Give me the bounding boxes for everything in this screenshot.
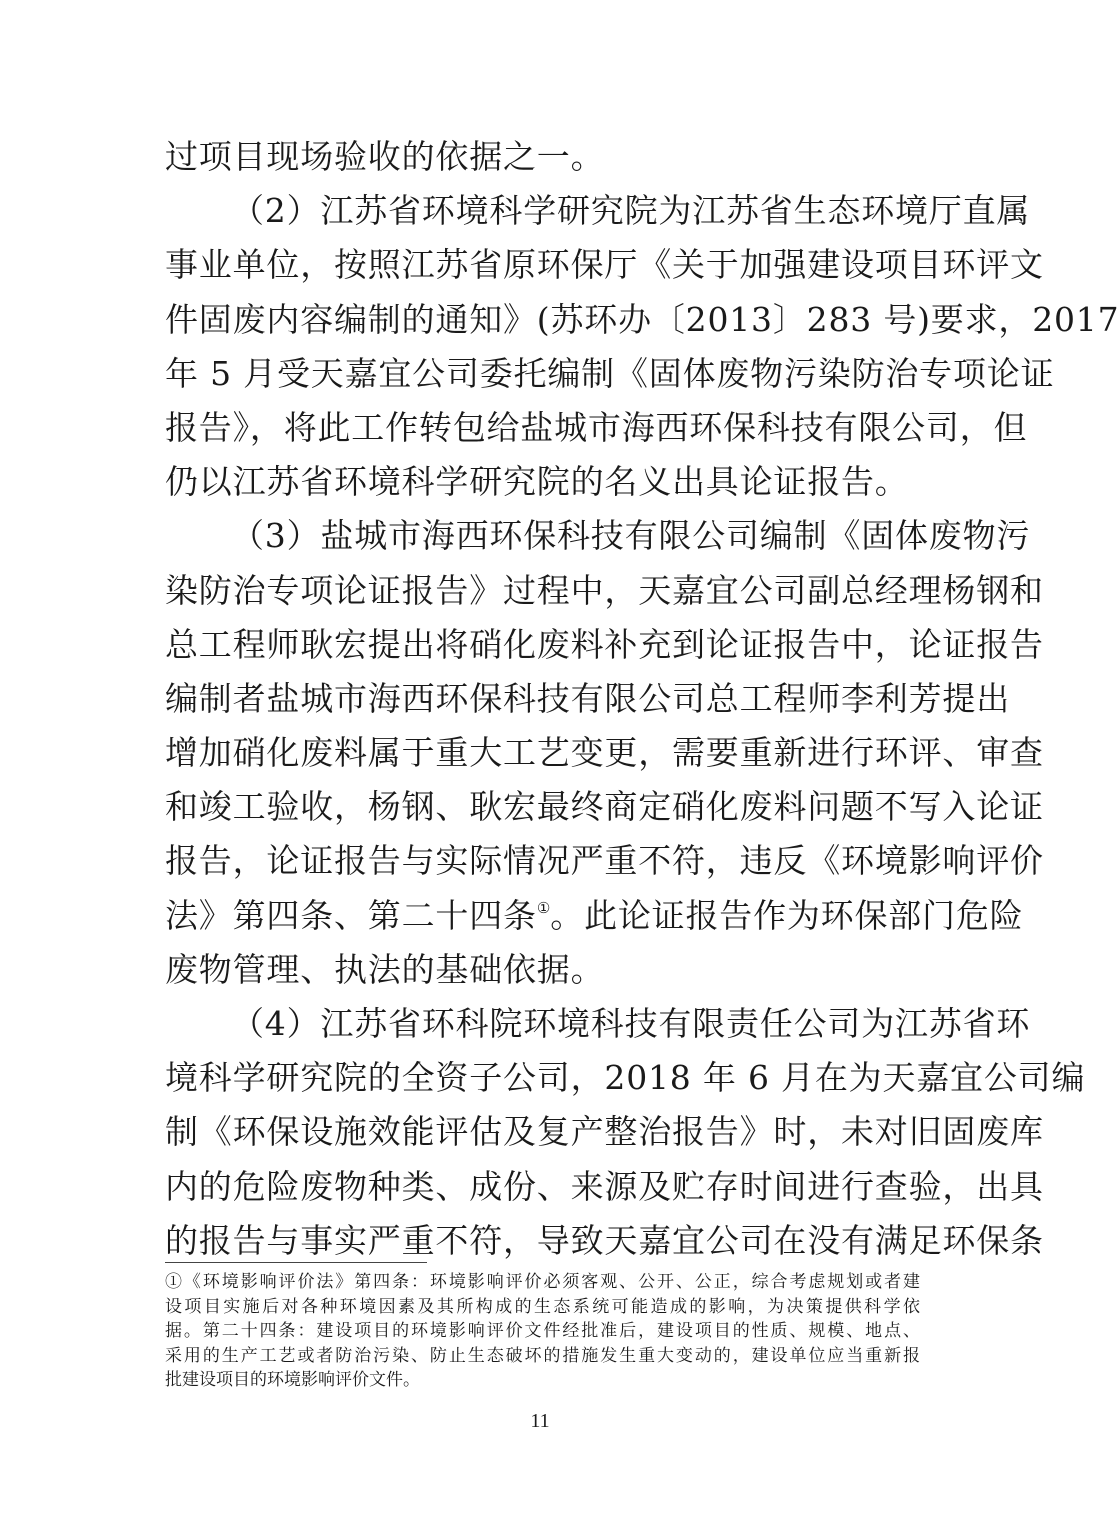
body-line: 总工程师耿宏提出将硝化废料补充到论证报告中，论证报告 [165,624,1044,664]
footnote-line: 据。第二十四条：建设项目的环境影响评价文件经批准后，建设项目的性质、规模、地点、 [165,1321,920,1341]
footnote-line: 批建设项目的环境影响评价文件。 [165,1370,420,1390]
footnote-line: 设项目实施后对各种环境因素及其所构成的生态系统可能造成的影响，为决策提供科学依 [165,1296,920,1317]
footnote-line: 采用的生产工艺或者防治污染、防止生态破坏的措施发生重大变动的，建设单位应当重新报 [165,1345,920,1366]
paragraph-3-start: （3）盐城市海西环保科技有限公司编制《固体废物污 [231,516,1031,556]
footnote-divider [165,1262,427,1263]
body-text-segment: 。此论证报告作为环保部门危险 [550,895,1024,935]
footnote-line: ①《环境影响评价法》第四条：环境影响评价必须客观、公开、公正，综合考虑规划或者建 [165,1272,920,1292]
body-line: 报告》，将此工作转包给盐城市海西环保科技有限公司，但 [165,407,1028,447]
body-line: 内的危险废物种类、成份、来源及贮存时间进行查验，出具 [165,1166,1044,1206]
footnote-reference[interactable]: ① [536,898,551,917]
body-line: 染防治专项论证报告》过程中，天嘉宜公司副总经理杨钢和 [165,570,1044,610]
paragraph-4-start: （4）江苏省环科院环境科技有限责任公司为江苏省环 [231,1004,1031,1043]
page-number: 11 [530,1410,550,1432]
paragraph-2-start: （2）江苏省环境科学研究院为江苏省生态环境厅直属 [231,191,1031,231]
body-line: 年 5 月受天嘉宜公司委托编制《固体废物污染防治专项论证 [165,353,1055,393]
footnote [165,1270,920,1393]
body-line: 过项目现场验收的依据之一。 [165,137,605,176]
body-line: 制《环保设施效能评估及复产整治报告》时，未对旧固废库 [165,1112,1044,1152]
body-line: 编制者盐城市海西环保科技有限公司总工程师李利芳提出 [165,678,1010,718]
body-line: 增加硝化废料属于重大工艺变更，需要重新进行环评、审查 [165,733,1044,773]
body-line: 废物管理、执法的基础依据。 [165,949,605,989]
body-text-segment: 法》第四条、第二十四条 [165,895,537,935]
body-line: 件固废内容编制的通知》(苏环办〔2013〕283 号)要求，2017 [165,299,1119,339]
body-line: 仍以江苏省环境科学研究院的名义出具论证报告。 [165,462,909,502]
body-line: 境科学研究院的全资子公司，2018 年 6 月在为天嘉宜公司编 [165,1058,1086,1098]
body-line: 事业单位，按照江苏省原环保厅《关于加强建设项目环评文 [165,245,1044,285]
body-line-with-footnote-ref [165,889,1024,943]
body-line: 和竣工验收，杨钢、耿宏最终商定硝化废料问题不写入论证 [165,787,1044,827]
body-line: 报告，论证报告与实际情况严重不符，违反《环境影响评价 [165,841,1044,881]
body-line: 的报告与事实严重不符，导致天嘉宜公司在没有满足环保条 [165,1220,1044,1260]
body-text [165,130,1119,1268]
